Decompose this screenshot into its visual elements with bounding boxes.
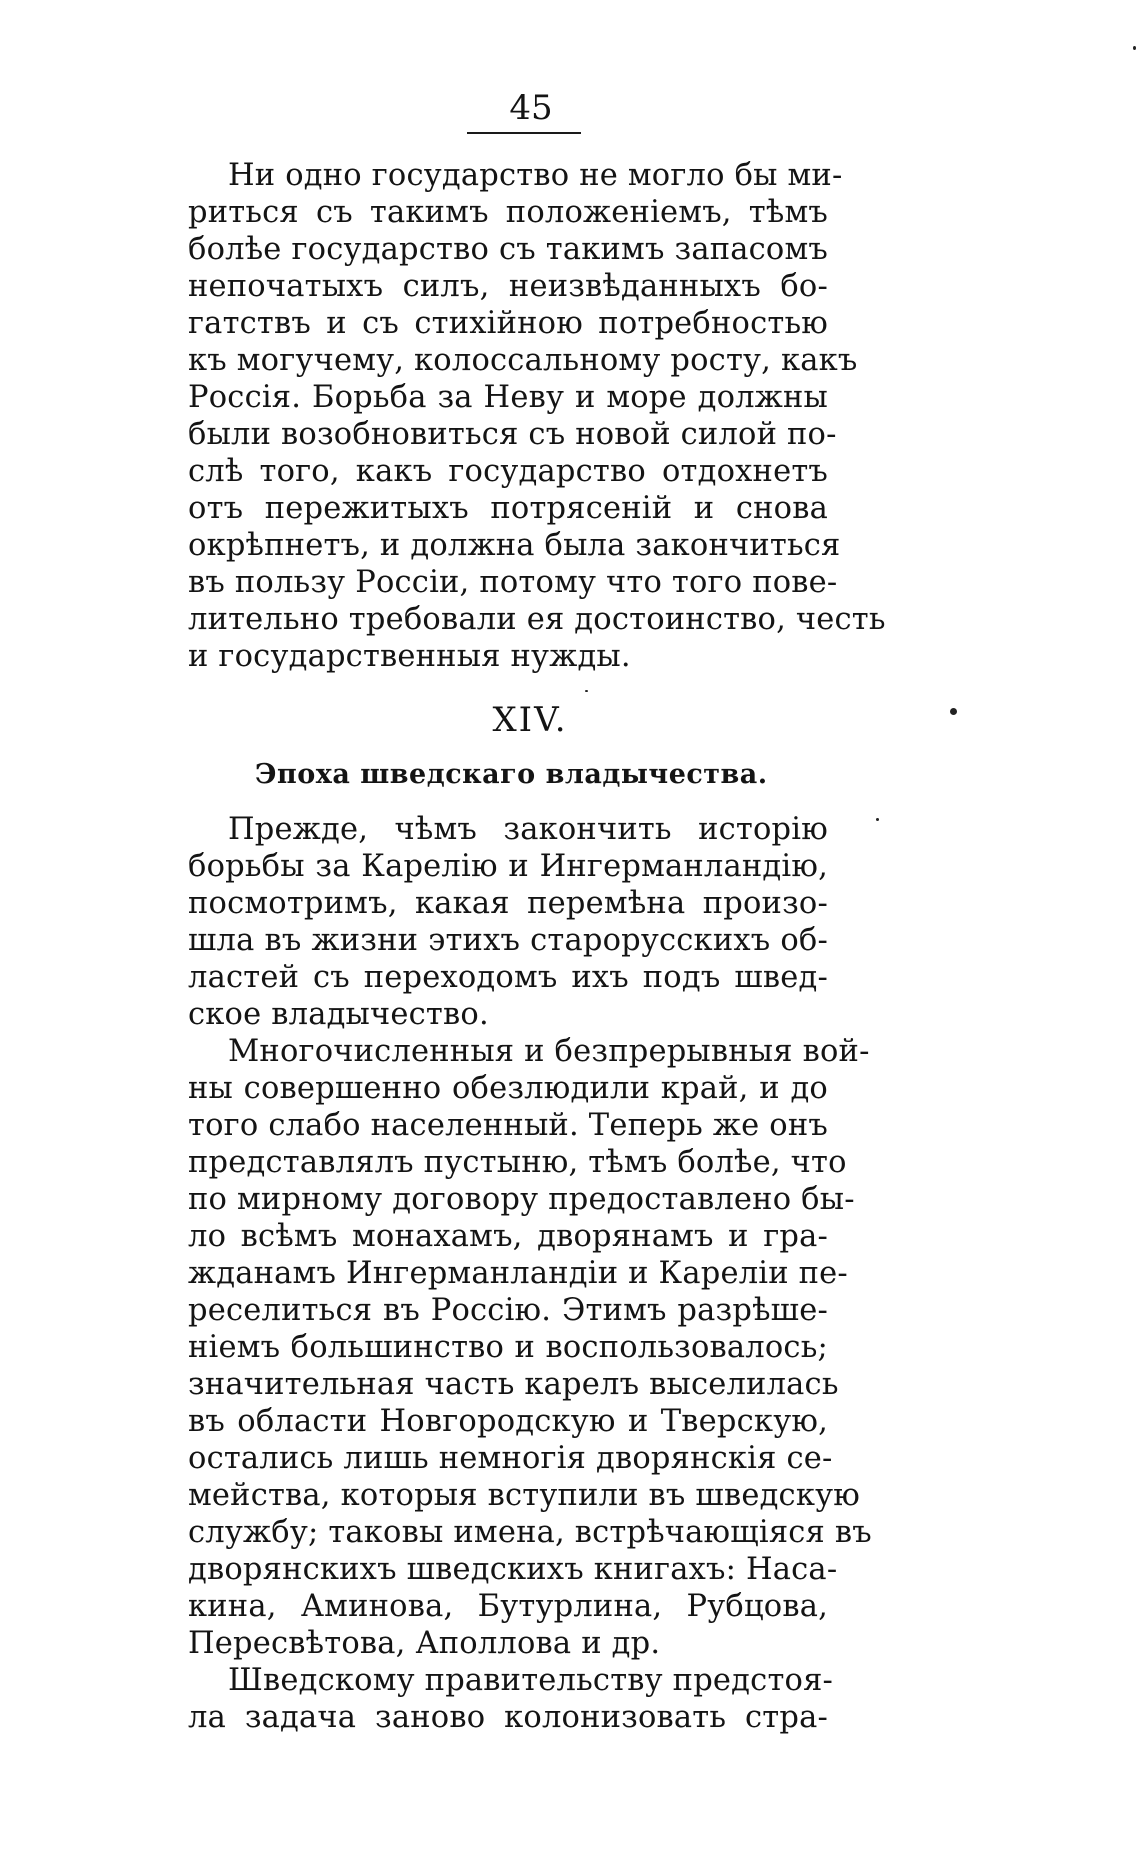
text-line: посмотримъ, какая перемѣна произо-	[188, 886, 828, 921]
text-line: слѣ того, какъ государство отдохнетъ	[188, 454, 828, 489]
text-line: окрѣпнетъ, и должна была закончиться	[188, 528, 841, 563]
scan-speck	[950, 708, 957, 715]
text-line: непочатыхъ силъ, неизвѣданныхъ бо-	[188, 269, 828, 304]
text-line: того слабо населенный. Теперь же онъ	[188, 1108, 828, 1143]
text-line: отъ пережитыхъ потрясенiй и снова	[188, 491, 828, 526]
text-line: лительно требовали ея достоинство, честь	[188, 602, 886, 637]
text-line: Ни одно государство не могло бы ми-	[228, 158, 843, 193]
text-line: риться съ такимъ положенiемъ, тѣмъ	[188, 195, 828, 230]
text-line: мейства, которыя вступили въ шведскую	[188, 1478, 860, 1513]
text-line: Шведскому правительству предстоя-	[228, 1663, 834, 1698]
text-line: значительная часть карелъ выселилась	[188, 1367, 839, 1402]
scan-speck	[585, 690, 588, 692]
text-line: Россiя. Борьба за Неву и море должны	[188, 380, 828, 415]
text-line: Пересвѣтова, Аполлова и др.	[188, 1626, 661, 1661]
section-number: XIV.	[492, 700, 568, 740]
text-line: ское владычество.	[188, 997, 489, 1032]
text-line: ла задача заново колонизовать стра-	[188, 1700, 828, 1735]
text-line: ластей съ переходомъ ихъ подъ швед-	[188, 960, 828, 995]
text-line: ны совершенно обезлюдили край, и до	[188, 1071, 828, 1106]
text-line: Многочисленныя и безпрерывныя вой-	[228, 1034, 870, 1069]
text-line: и государственныя нужды.	[188, 639, 631, 674]
text-line: Прежде, чѣмъ закончить исторiю	[228, 812, 828, 847]
text-line: по мирному договору предоставлено бы-	[188, 1182, 855, 1217]
text-line: дворянскихъ шведскихъ книгахъ: Наса-	[188, 1552, 838, 1587]
text-line: въ области Новгородскую и Тверскую,	[188, 1404, 828, 1439]
text-line: службу; таковы имена, встрѣчающiяся въ	[188, 1515, 872, 1550]
text-line: въ пользу Россiи, потому что того пове-	[188, 565, 838, 600]
text-line: представлялъ пустыню, тѣмъ болѣе, что	[188, 1145, 847, 1180]
text-line: борьбы за Карелiю и Ингерманландiю,	[188, 849, 828, 884]
page-number: 45	[509, 88, 553, 128]
text-line: жданамъ Ингерманландiи и Карелiи пе-	[188, 1256, 848, 1291]
section-title: Эпоха шведскаго владычества.	[255, 759, 768, 790]
text-line: ло всѣмъ монахамъ, дворянамъ и гра-	[188, 1219, 828, 1254]
scan-speck	[1133, 46, 1136, 50]
text-line: нiемъ большинство и воспользовалось;	[188, 1330, 828, 1365]
text-line: реселиться въ Россiю. Этимъ разрѣше-	[188, 1293, 828, 1328]
text-line: шла въ жизни этихъ старорусскихъ об-	[188, 923, 828, 958]
text-line: были возобновиться съ новой силой по-	[188, 417, 837, 452]
page-number-rule	[467, 132, 581, 134]
text-line: къ могучему, колоссальному росту, какъ	[188, 343, 858, 378]
text-line: остались лишь немногiя дворянскiя се-	[188, 1441, 833, 1476]
text-line: гатствъ и съ стихiйною потребностью	[188, 306, 828, 341]
text-line: болѣе государство съ такимъ запасомъ	[188, 232, 828, 267]
text-line: кина, Аминова, Бутурлина, Рубцова,	[188, 1589, 828, 1624]
scan-speck	[876, 818, 879, 821]
